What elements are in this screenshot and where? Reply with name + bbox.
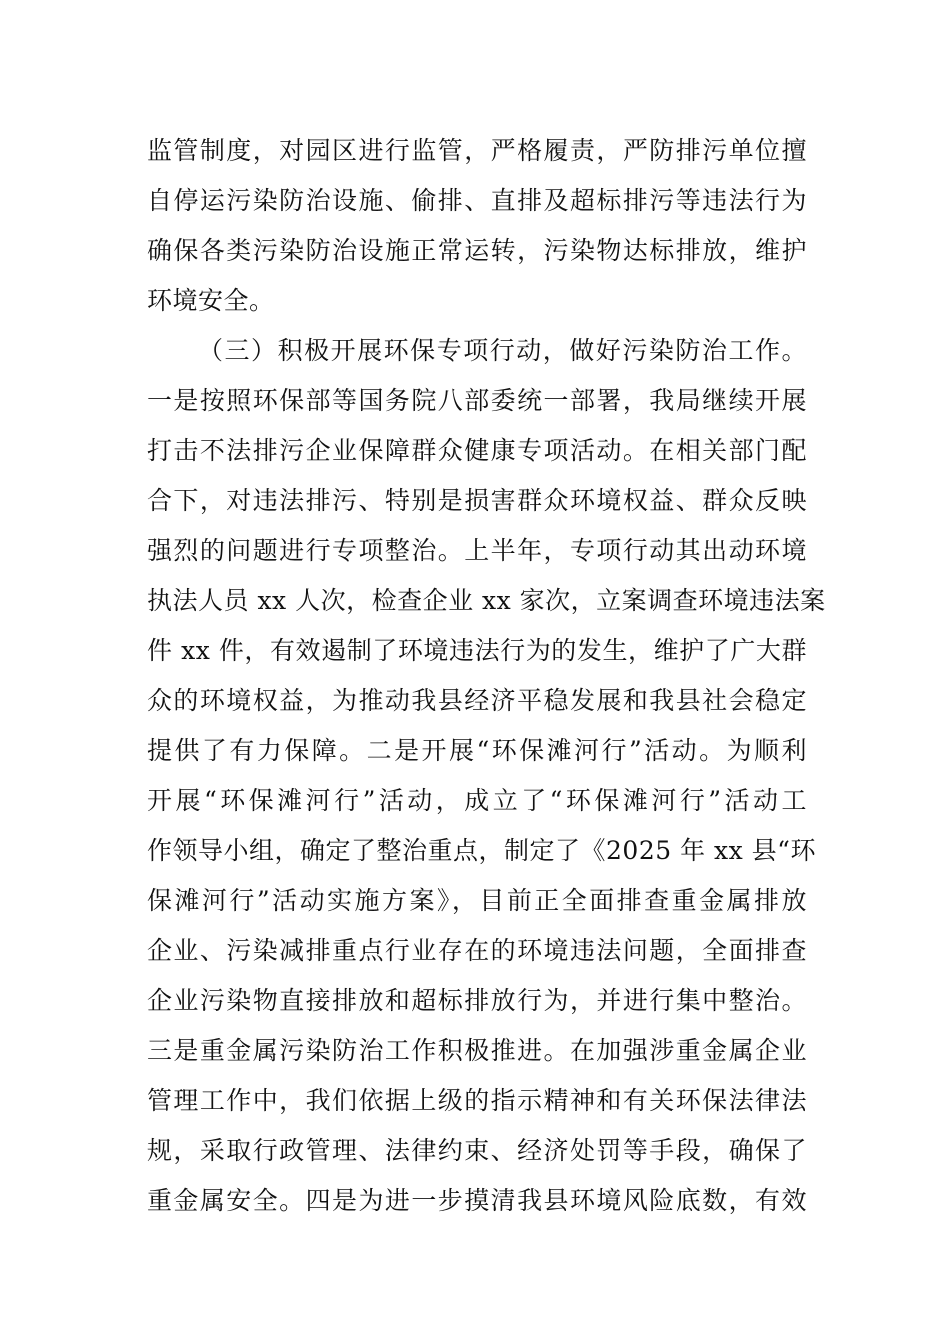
text-line: 一是按照环保部等国务院八部委统一部署，我局继续开展: [147, 386, 807, 415]
text-line: 合下，对违法排污、特别是损害群众环境权益、群众反映: [147, 486, 807, 515]
text-line: 提供了有力保障。二是开展“环保滩河行”活动。为顺利: [147, 736, 807, 765]
text-line: 企业污染物直接排放和超标排放行为，并进行集中整治。: [147, 986, 807, 1015]
text-line: 监管制度，对园区进行监管，严格履责，严防排污单位擅: [147, 136, 807, 165]
text-line: 重金属安全。四是为进一步摸清我县环境风险底数，有效: [147, 1186, 807, 1215]
text-line: 打击不法排污企业保障群众健康专项活动。在相关部门配: [147, 436, 807, 465]
text-line: 开展“环保滩河行”活动，成立了“环保滩河行”活动工: [147, 786, 807, 815]
text-line: 保滩河行”活动实施方案》，目前正全面排查重金属排放: [147, 886, 807, 915]
text-line: 三是重金属污染防治工作积极推进。在加强涉重金属企业: [147, 1036, 807, 1065]
text-line: 执法人员 xx 人次，检查企业 xx 家次，立案调查环境违法案: [147, 586, 826, 615]
text-line: 作领导小组，确定了整治重点，制定了《2025 年 xx 县“环: [147, 836, 816, 865]
text-line: 规，采取行政管理、法律约束、经济处罚等手段，确保了: [147, 1136, 807, 1165]
text-line: 管理工作中，我们依据上级的指示精神和有关环保法律法: [147, 1086, 807, 1115]
text-line: 自停运污染防治设施、偷排、直排及超标排污等违法行为: [147, 186, 807, 215]
section-heading: （三）积极开展环保专项行动，做好污染防治工作。: [198, 336, 807, 365]
text-line: 件 xx 件，有效遏制了环境违法行为的发生，维护了广大群: [147, 636, 807, 665]
text-line: 众的环境权益，为推动我县经济平稳发展和我县社会稳定: [147, 686, 807, 715]
text-line: 环境安全。: [147, 286, 275, 315]
text-line: 企业、污染减排重点行业存在的环境违法问题，全面排查: [147, 936, 807, 965]
text-line: 强烈的问题进行专项整治。上半年，专项行动其出动环境: [147, 536, 807, 565]
text-line: 确保各类污染防治设施正常运转，污染物达标排放，维护: [147, 236, 807, 265]
